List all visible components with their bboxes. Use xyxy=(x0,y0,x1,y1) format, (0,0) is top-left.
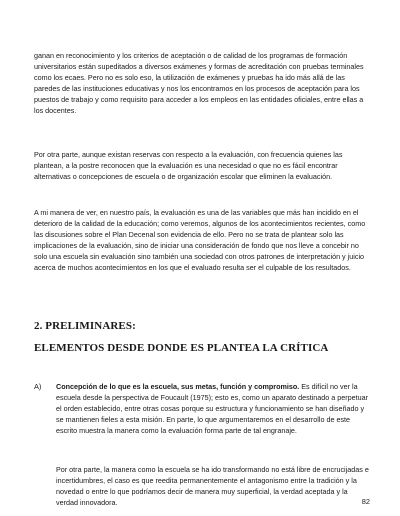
page-number: 82 xyxy=(361,497,370,506)
list-item-text: Es difícil no ver la escuela desde la perspectiva de Foucault (1975); esto es, como un aparato destinado a perpetuar el orden establecido, entre otras cosas porque su estructura y funcionamiento se han diseñado y se mantienen fieles a esta misión. En parte, lo que argumentaremos en el desarrollo de este escrito muestra la manera como la evaluación forma parte de tal engranaje. xyxy=(56,382,369,435)
section-subtitle: ELEMENTOS DESDE DONDE ES PLANTEA LA CRÍTICA xyxy=(34,342,329,354)
paragraph-1: ganan en reconocimiento y los criterios de aceptación o de calidad de los programas de formación universitarios están supeditados a diversos exámenes y formas de acreditación con pruebas terminales como los ecaes. Pero no es solo eso, la utilización de exámenes y pruebas ha ido más allá de las paredes de las instituciones educativas y nos los encontramos en los procesos de aceptación para los puestos de trabajo y como requisito para acceder a los empleos en las entidades oficiales, entre ellas a los docentes. xyxy=(34,51,364,115)
list-marker: A) xyxy=(34,382,42,391)
list-item-body xyxy=(56,382,370,437)
paragraph-2: Por otra parte, aunque existan reservas con respecto a la evaluación, con frecuencia quienes las plantean, a la postre reconocen que la evaluación es una necesidad o que no es fácil encontrar alternativas o concepciones de escuela o de organización escolar que eliminen la evaluación. xyxy=(34,150,343,181)
list-item-paragraph-2: Por otra parte, la manera como la escuela se ha ido transformando no está libre de encrucijadas e incertidumbres, el caso es que reedita permanentemente el antagonismo entre la tradición y la novedad o entre lo que podríamos decir de manera muy superficial, la verdad aceptada y la verdad innovadora. xyxy=(56,465,369,507)
list-item-lead: Concepción de lo que es la escuela, sus metas, función y compromiso. xyxy=(56,382,300,391)
paragraph-3: A mi manera de ver, en nuestro país, la evaluación es una de las variables que más han incidido en el deterioro de la calidad de la educación; como veremos, algunos de los acontecimientos recientes, como las discusiones sobre el Plan Decenal son evidencia de ello. Pero no se trata de plantear solo las implicaciones de la evaluación, sino de iniciar una consideración de fondo que nos lleve a concebir no solo una escuela sin evaluación sino también una sociedad con otros patrones de interpretación y juicio acerca de muchos acontecimientos en los que el evaluado resulta ser el culpable de los resultados. xyxy=(34,208,366,272)
section-heading: 2. PRELIMINARES: xyxy=(34,320,136,332)
